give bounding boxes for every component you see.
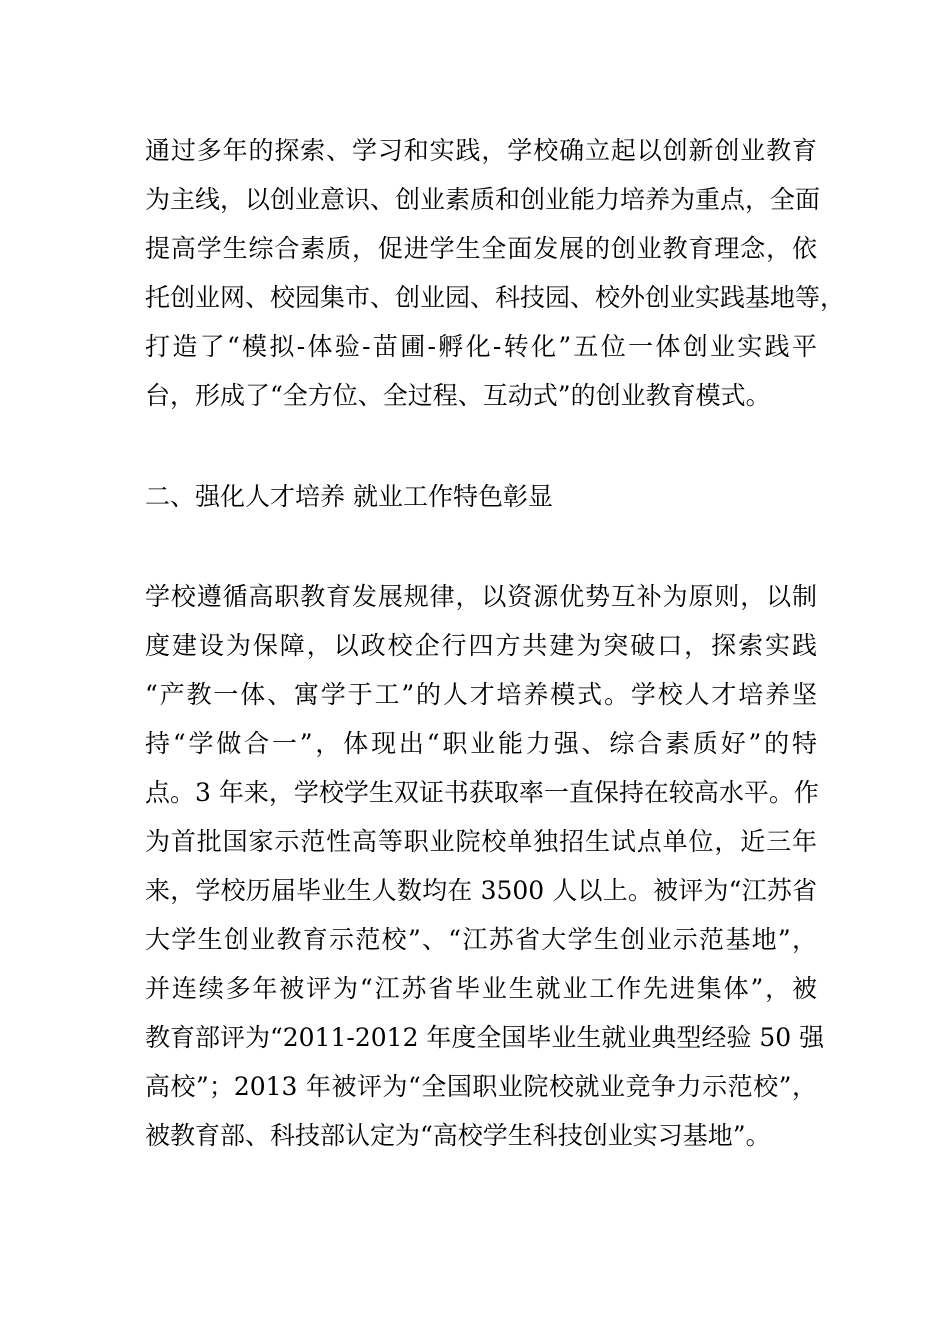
- paragraph-2-line-4: 持“学做合一”，体现出“职业能力强、综合素质好”的特: [145, 729, 817, 758]
- paragraph-2-line-5: 点。3 年来，学校学生双证书获取率一直保持在较高水平。作: [145, 778, 819, 807]
- paragraph-2-line-11: 高校”；2013 年被评为“全国职业院校就业竞争力示范校”，: [145, 1072, 817, 1101]
- paragraph-2-line-12: 被教育部、科技部认定为“高校学生科技创业实习基地”。: [145, 1121, 771, 1150]
- paragraph-2-line-10: 教育部评为“2011-2012 年度全国毕业生就业典型经验 50 强: [145, 1023, 825, 1052]
- section-heading: 二、强化人才培养 就业工作特色彰显: [145, 482, 553, 511]
- paragraph-1-line-4: 托创业网、校园集市、创业园、科技园、校外创业实践基地等，: [145, 283, 846, 312]
- paragraph-2-line-3: “产教一体、寓学于工”的人才培养模式。学校人才培养坚: [145, 680, 817, 709]
- paragraph-2-line-8: 大学生创业教育示范校”、“江苏省大学生创业示范基地”，: [145, 925, 817, 954]
- paragraph-2-line-9: 并连续多年被评为“江苏省毕业生就业工作先进集体”，被: [145, 974, 817, 1003]
- paragraph-2-line-1: 学校遵循高职教育发展规律，以资源优势互补为原则，以制: [145, 582, 817, 611]
- paragraph-1-line-5: 打造了“模拟-体验-苗圃-孵化-转化”五位一体创业实践平: [145, 332, 817, 361]
- paragraph-1-line-2: 为主线，以创业意识、创业素质和创业能力培养为重点，全面: [145, 185, 821, 214]
- paragraph-2-line-2: 度建设为保障，以政校企行四方共建为突破口，探索实践: [145, 631, 817, 660]
- paragraph-1-line-3: 提高学生综合素质，促进学生全面发展的创业教育理念，依: [145, 234, 817, 263]
- paragraph-1-line-6: 台，形成了“全方位、全过程、互动式”的创业教育模式。: [145, 381, 771, 410]
- paragraph-2-line-6: 为首批国家示范性高等职业院校单独招生试点单位，近三年: [145, 827, 817, 856]
- paragraph-1-line-1: 通过多年的探索、学习和实践，学校确立起以创新创业教育: [145, 136, 817, 165]
- paragraph-2-line-7: 来，学校历届毕业生人数均在 3500 人以上。被评为“江苏省: [145, 876, 817, 905]
